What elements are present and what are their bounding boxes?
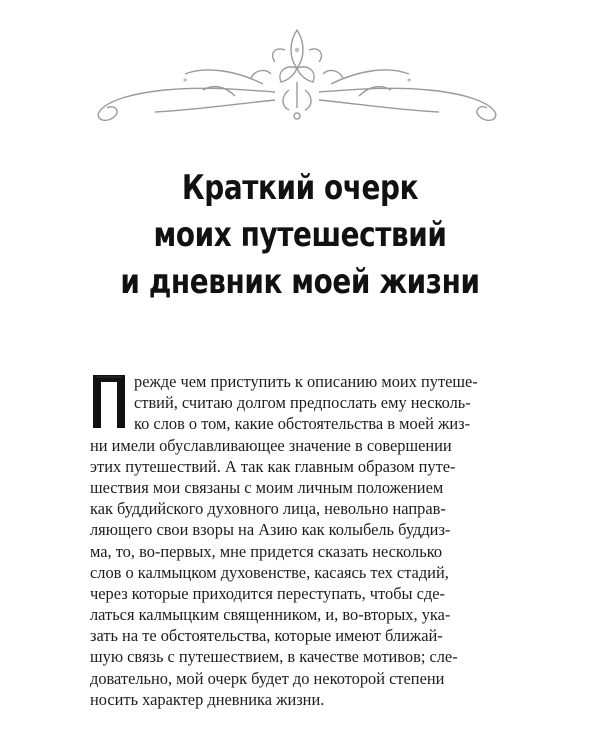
body-paragraph (90, 371, 507, 710)
dropcap-text: П (92, 373, 93, 374)
body-line: довательно, мой очерк будет до некоторой степени (90, 668, 445, 688)
body-line: ко слов о том, какие обстоятельства в моей жиз- (134, 414, 471, 434)
body-line: ляющего свои взоры на Азию как колыбель буддиз- (90, 520, 451, 540)
title-line-3: и дневник моей жизни (120, 262, 480, 302)
decorative-ornament (85, 20, 510, 125)
body-line: шествия мои связаны с моим личным положением (90, 477, 444, 497)
body-line: ствий, считаю долгом предпослать ему несколь- (134, 393, 471, 413)
body-line: режде чем приступить к описанию моих путеше- (134, 372, 478, 391)
body-line: ма, то, во-первых, мне придется сказать несколько (90, 541, 443, 561)
title-line-2: моих путешествий (153, 215, 447, 255)
title-line-1: Краткий очерк (181, 168, 419, 208)
body-line: через которые приходится переступать, чтобы сде- (90, 583, 445, 603)
body-line: этих путешествий. А так как главным образом путе- (90, 456, 456, 476)
body-line: зать на те обстоятельства, которые имеют ближай- (90, 626, 443, 646)
body-line: слов о калмыцком духовенстве, касаясь тех стадий, (90, 562, 449, 582)
body-line: ни имели обуславливающее значение в совершении (90, 435, 452, 455)
body-line: латься калмыцким священником, и, во-вторых, ука- (90, 605, 451, 625)
chapter-title (54, 165, 546, 306)
body-line: шую связь с путешествием, в качестве мотивов; сле- (90, 647, 458, 667)
body-line: носить характер дневника жизни. (90, 689, 325, 709)
body-line: как буддийского духовного лица, невольно направ- (90, 499, 446, 519)
